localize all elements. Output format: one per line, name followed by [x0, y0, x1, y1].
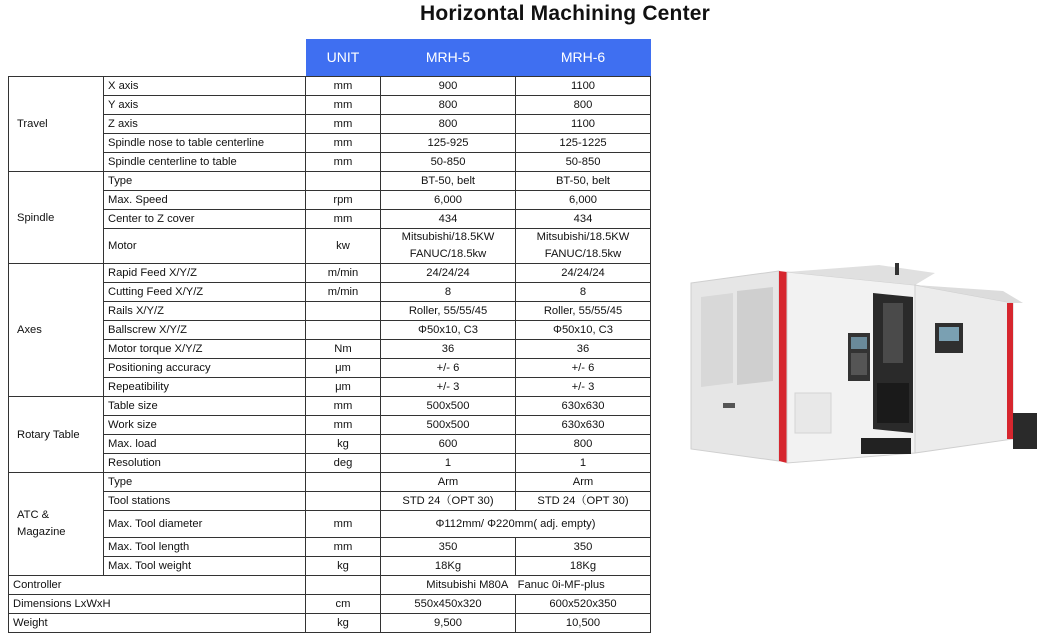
- row-value-mrh5: 36: [381, 340, 516, 359]
- row-value-mrh5: +/- 3: [381, 378, 516, 397]
- row-value-mrh6: +/- 3: [516, 378, 651, 397]
- row-value-mrh6: 6,000: [516, 191, 651, 210]
- spindle-head: [883, 303, 903, 363]
- control-screen-right: [939, 327, 959, 341]
- row-value-mrh6: 350: [516, 538, 651, 557]
- row-unit: mm: [306, 397, 381, 416]
- row-unit: mm: [306, 115, 381, 134]
- table-row: [9, 134, 651, 153]
- table-row: [9, 96, 651, 115]
- logo-left: [723, 403, 735, 408]
- row-value-mrh5: Φ50x10, C3: [381, 321, 516, 340]
- row-value-mrh5: 550x450x320: [381, 595, 516, 614]
- row-value-mrh6: 8: [516, 283, 651, 302]
- row-label: Tool stations: [104, 492, 306, 511]
- row-unit: deg: [306, 454, 381, 473]
- header-row: [9, 39, 651, 77]
- row-value-mrh6: 36: [516, 340, 651, 359]
- row-value-mrh6: 50-850: [516, 153, 651, 172]
- row-unit: mm: [306, 511, 381, 538]
- row-value-mrh6: 630x630: [516, 397, 651, 416]
- rotary-table: [877, 383, 909, 423]
- row-label: Center to Z cover: [104, 210, 306, 229]
- row-unit: mm: [306, 77, 381, 96]
- row-unit: [306, 321, 381, 340]
- row-value-mrh6: +/- 6: [516, 359, 651, 378]
- row-value-mrh5: 434: [381, 210, 516, 229]
- group-label-line: ATC &: [17, 509, 50, 521]
- group-axes: Axes: [9, 264, 104, 397]
- row-value-mrh5: 350: [381, 538, 516, 557]
- row-unit: Nm: [306, 340, 381, 359]
- row-value-mrh5: Roller, 55/55/45: [381, 302, 516, 321]
- table-row: [9, 77, 651, 96]
- row-value-mrh5: 600: [381, 435, 516, 454]
- row-label: Motor torque X/Y/Z: [104, 340, 306, 359]
- table-row: [9, 397, 651, 416]
- row-value-mrh6: BT-50, belt: [516, 172, 651, 191]
- row-value-mrh6: 18Kg: [516, 557, 651, 576]
- row-value-mrh6: 24/24/24: [516, 264, 651, 283]
- row-value-mrh6: 630x630: [516, 416, 651, 435]
- enclosure-right: [915, 285, 1013, 453]
- table-row: [9, 492, 651, 511]
- row-unit: [306, 172, 381, 191]
- row-label: Spindle centerline to table: [104, 153, 306, 172]
- row-label: X axis: [104, 77, 306, 96]
- row-value-mrh5: 50-850: [381, 153, 516, 172]
- row-unit: [306, 473, 381, 492]
- table-row: [9, 359, 651, 378]
- table-row: [9, 473, 651, 492]
- row-label: Motor: [104, 229, 306, 264]
- row-value-mrh6: 10,500: [516, 614, 651, 633]
- spec-table: [8, 39, 651, 633]
- row-unit: μm: [306, 378, 381, 397]
- row-label: Type: [104, 172, 306, 191]
- row-value-mrh6: STD 24（OPT 30): [516, 492, 651, 511]
- row-label: Rails X/Y/Z: [104, 302, 306, 321]
- row-value-mrh5: Arm: [381, 473, 516, 492]
- window-left-2: [737, 287, 773, 385]
- table-row: [9, 321, 651, 340]
- row-value-mrh5: 500x500: [381, 416, 516, 435]
- red-accent-right: [1007, 303, 1013, 439]
- row-label: Max. load: [104, 435, 306, 454]
- row-label: Work size: [104, 416, 306, 435]
- row-unit: mm: [306, 153, 381, 172]
- row-unit: m/min: [306, 264, 381, 283]
- col-header-unit: UNIT: [306, 39, 381, 77]
- row-label: Weight: [9, 614, 306, 633]
- group-label-line: Magazine: [17, 526, 66, 538]
- group-rotary-table: Rotary Table: [9, 397, 104, 473]
- table-row: [9, 172, 651, 191]
- row-unit: kw: [306, 229, 381, 264]
- row-label: Y axis: [104, 96, 306, 115]
- row-value-mrh6: 800: [516, 96, 651, 115]
- row-unit: [306, 492, 381, 511]
- row-label: Ballscrew X/Y/Z: [104, 321, 306, 340]
- motor-value-line: FANUC/18.5kw: [409, 248, 487, 260]
- row-value-mrh5: 24/24/24: [381, 264, 516, 283]
- row-unit: cm: [306, 595, 381, 614]
- row-label: Z axis: [104, 115, 306, 134]
- row-unit: mm: [306, 96, 381, 115]
- side-unit: [1013, 413, 1037, 449]
- table-row: [9, 264, 651, 283]
- controller-mrh5: Mitsubishi M80A: [426, 579, 509, 591]
- row-label: Resolution: [104, 454, 306, 473]
- row-value-mrh5: 125-925: [381, 134, 516, 153]
- table-row: [9, 511, 651, 538]
- row-value-mrh5: 18Kg: [381, 557, 516, 576]
- table-row: [9, 435, 651, 454]
- row-value-mrh5: STD 24（OPT 30): [381, 492, 516, 511]
- row-label: Repeatibility: [104, 378, 306, 397]
- row-value-mrh6: 1100: [516, 77, 651, 96]
- table-row: [9, 115, 651, 134]
- table-row: [9, 340, 651, 359]
- table-row: [9, 538, 651, 557]
- row-value-mrh6: Arm: [516, 473, 651, 492]
- control-screen: [851, 337, 867, 349]
- chip-conveyor: [861, 438, 911, 454]
- row-value-mrh5: 9,500: [381, 614, 516, 633]
- row-unit: mm: [306, 210, 381, 229]
- motor-value-line: FANUC/18.5kw: [544, 248, 622, 260]
- group-atc-magazine: [9, 473, 104, 576]
- row-value-mrh6: 800: [516, 435, 651, 454]
- row-label: Table size: [104, 397, 306, 416]
- table-row: [9, 576, 651, 595]
- signal-tower: [895, 263, 899, 275]
- row-value-mrh6: [516, 229, 651, 264]
- front-lower-panel: [795, 393, 831, 433]
- table-row: [9, 454, 651, 473]
- row-value-mrh5: 1: [381, 454, 516, 473]
- table-row: [9, 416, 651, 435]
- row-label: Max. Tool diameter: [104, 511, 306, 538]
- row-value-mrh5: +/- 6: [381, 359, 516, 378]
- group-travel: Travel: [9, 77, 104, 172]
- row-unit: kg: [306, 435, 381, 454]
- row-value-mrh5: 6,000: [381, 191, 516, 210]
- motor-value-line: Mitsubishi/18.5KW: [536, 231, 630, 243]
- row-value-mrh6: Φ50x10, C3: [516, 321, 651, 340]
- row-value-mrh5: 8: [381, 283, 516, 302]
- page-title: Horizontal Machining Center: [419, 2, 711, 25]
- row-label: Dimensions LxWxH: [9, 595, 306, 614]
- row-value-shared: Φ112mm/ Φ220mm( adj. empty): [381, 511, 651, 538]
- row-value-mrh6: 1: [516, 454, 651, 473]
- table-row: [9, 557, 651, 576]
- row-value-mrh6: Roller, 55/55/45: [516, 302, 651, 321]
- col-header-mrh6: MRH-6: [516, 39, 651, 77]
- row-label: Rapid Feed X/Y/Z: [104, 264, 306, 283]
- table-row: [9, 302, 651, 321]
- motor-value-line: Mitsubishi/18.5KW: [401, 231, 495, 243]
- row-label: Max. Tool weight: [104, 557, 306, 576]
- red-accent-left: [779, 271, 787, 463]
- row-unit: [306, 576, 381, 595]
- controller-mrh6: Fanuc 0i-MF-plus: [517, 579, 605, 591]
- table-row: [9, 191, 651, 210]
- row-label: Max. Speed: [104, 191, 306, 210]
- control-keypad: [851, 353, 867, 375]
- table-row: [9, 229, 651, 264]
- row-value-mrh5: BT-50, belt: [381, 172, 516, 191]
- group-spindle: Spindle: [9, 172, 104, 264]
- row-value-mrh5: 900: [381, 77, 516, 96]
- row-unit: m/min: [306, 283, 381, 302]
- row-label: Type: [104, 473, 306, 492]
- row-unit: mm: [306, 538, 381, 557]
- row-value-mrh5: 800: [381, 96, 516, 115]
- row-label: Cutting Feed X/Y/Z: [104, 283, 306, 302]
- machine-image: [683, 263, 1043, 468]
- row-value-mrh6: 600x520x350: [516, 595, 651, 614]
- row-unit: rpm: [306, 191, 381, 210]
- table-row: [9, 153, 651, 172]
- row-label: Spindle nose to table centerline: [104, 134, 306, 153]
- table-row: [9, 210, 651, 229]
- row-value-mrh5: 800: [381, 115, 516, 134]
- row-value-controller: [381, 576, 651, 595]
- row-unit: μm: [306, 359, 381, 378]
- table-row: [9, 595, 651, 614]
- table-row: [9, 378, 651, 397]
- row-unit: mm: [306, 416, 381, 435]
- row-value-mrh6: 434: [516, 210, 651, 229]
- row-unit: kg: [306, 614, 381, 633]
- table-row: [9, 283, 651, 302]
- window-left: [701, 293, 733, 387]
- col-header-mrh5: MRH-5: [381, 39, 516, 77]
- table-row: [9, 614, 651, 633]
- row-label: Max. Tool length: [104, 538, 306, 557]
- row-label: Positioning accuracy: [104, 359, 306, 378]
- row-unit: [306, 302, 381, 321]
- row-value-mrh6: 125-1225: [516, 134, 651, 153]
- row-value-mrh5: 500x500: [381, 397, 516, 416]
- row-unit: kg: [306, 557, 381, 576]
- row-label: Controller: [9, 576, 306, 595]
- row-value-mrh5: [381, 229, 516, 264]
- row-value-mrh6: 1100: [516, 115, 651, 134]
- row-unit: mm: [306, 134, 381, 153]
